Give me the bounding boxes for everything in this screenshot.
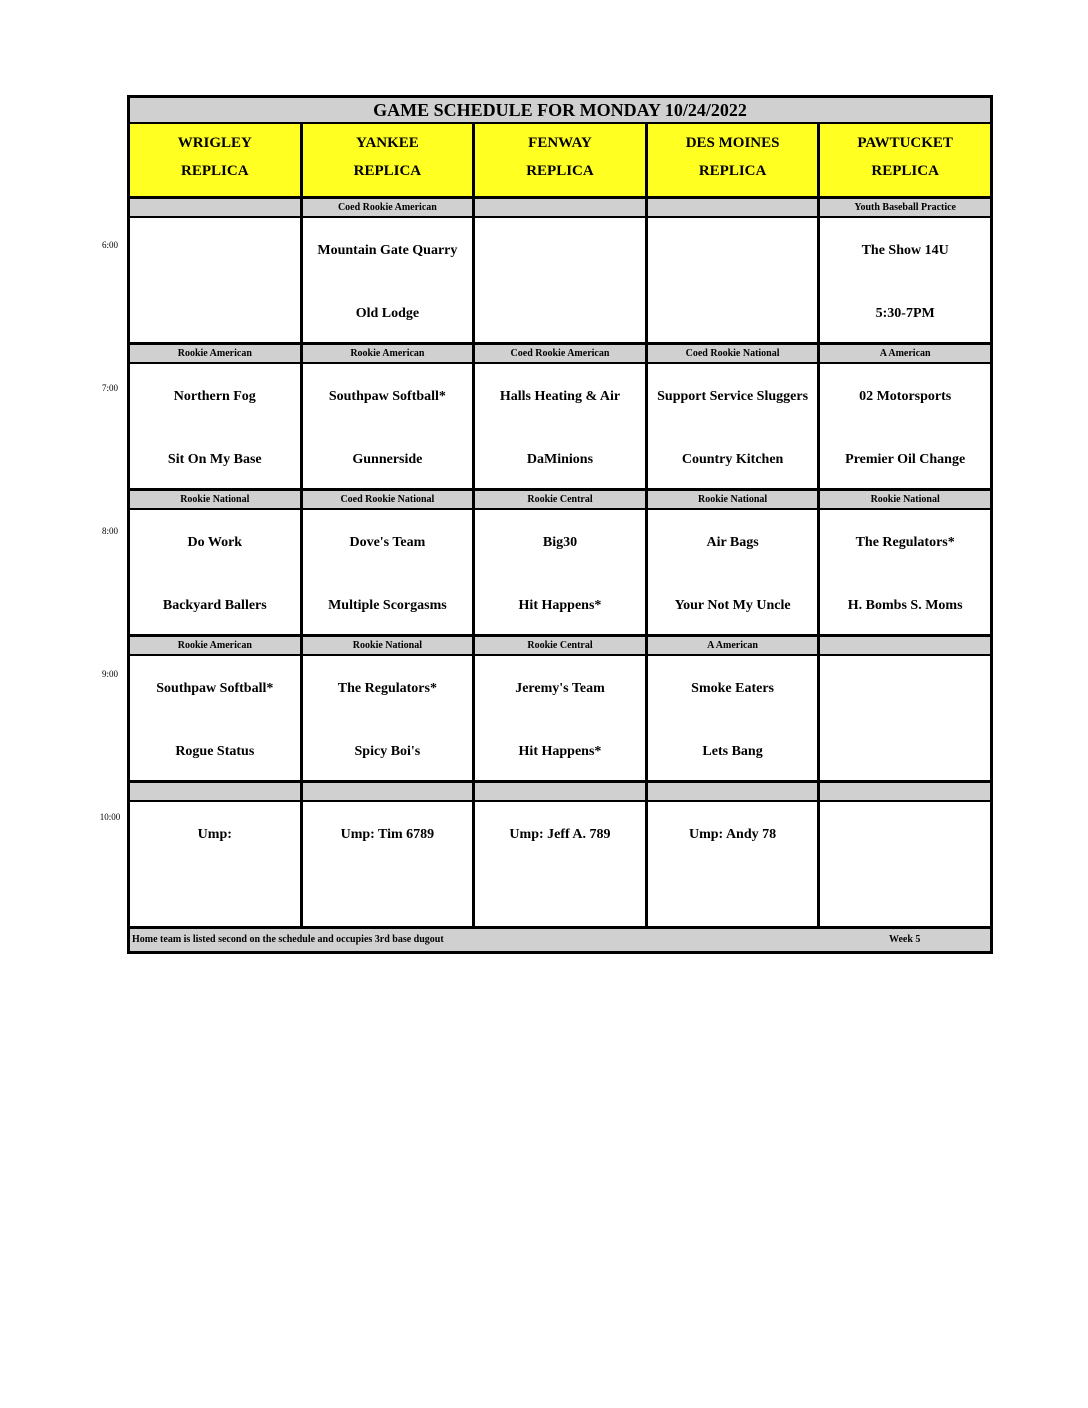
home-team: H. Bombs S. Moms: [847, 598, 963, 613]
umpire-cell: [648, 802, 821, 926]
away-team: The Show 14U: [861, 243, 949, 258]
home-team: Hit Happens*: [518, 744, 602, 759]
league-label: [130, 199, 303, 216]
league-label: A American: [820, 345, 990, 362]
league-label: Rookie American: [130, 637, 303, 654]
game-cell: [820, 364, 990, 488]
league-label: [130, 783, 303, 800]
away-team: The Regulators*: [337, 681, 437, 696]
away-team: Air Bags: [706, 535, 759, 550]
league-label: Coed Rookie National: [303, 491, 476, 508]
game-cell: [475, 218, 648, 342]
league-row-9: [130, 637, 990, 656]
home-team-note: Home team is listed second on the schedule and occupies 3rd base dugout: [132, 934, 444, 945]
league-label: [303, 783, 476, 800]
venue-type: REPLICA: [526, 163, 594, 179]
umpire-label: Ump: Tim 6789: [340, 827, 435, 842]
league-label: Rookie National: [820, 491, 990, 508]
home-team: Hit Happens*: [518, 598, 602, 613]
league-label: Rookie Central: [475, 491, 648, 508]
schedule-footer: [130, 929, 990, 951]
venue-name: PAWTUCKET: [857, 135, 953, 151]
home-team: Gunnerside: [352, 452, 423, 467]
venue-header-row: [130, 124, 990, 199]
home-team: Premier Oil Change: [845, 452, 966, 467]
venue-type: REPLICA: [698, 163, 767, 179]
league-label: Youth Baseball Practice: [820, 199, 990, 216]
game-cell: [648, 510, 821, 634]
game-cell: [303, 656, 476, 780]
away-team: Southpaw Softball*: [328, 389, 446, 404]
venue-name: DES MOINES: [685, 135, 780, 151]
away-team: Smoke Eaters: [691, 681, 774, 696]
umpire-cell: [130, 802, 303, 926]
venue-yankee: [303, 124, 476, 196]
game-row-9: [130, 656, 990, 783]
home-team: Backyard Ballers: [162, 598, 267, 613]
away-team: Mountain Gate Quarry: [317, 243, 458, 258]
game-row-8: [130, 510, 990, 637]
umpire-row: [130, 802, 990, 929]
venue-fenway: [475, 124, 648, 196]
away-team: Northern Fog: [173, 389, 256, 404]
away-team: Do Work: [187, 535, 243, 550]
home-team: Multiple Scorgasms: [328, 598, 447, 613]
game-cell: [130, 656, 303, 780]
umpire-cell: [820, 802, 990, 926]
league-row-8: [130, 491, 990, 510]
venue-type: REPLICA: [181, 163, 249, 179]
game-row-6: [130, 218, 990, 345]
time-label: 8:00: [101, 526, 118, 536]
league-label: [648, 783, 821, 800]
venue-type: REPLICA: [871, 163, 939, 179]
league-label: A American: [648, 637, 821, 654]
game-cell: [303, 364, 476, 488]
away-team: Southpaw Softball*: [156, 681, 274, 696]
home-team: Sit On My Base: [167, 452, 262, 467]
umpire-cell: [475, 802, 648, 926]
game-cell: [648, 218, 821, 342]
league-label: [475, 783, 648, 800]
game-cell: [130, 218, 303, 342]
league-label: [648, 199, 821, 216]
venue-pawtucket: [820, 124, 990, 196]
game-cell: [648, 656, 821, 780]
umpire-label: Ump: Andy 78: [689, 827, 777, 842]
league-row-7: [130, 345, 990, 364]
game-cell: [475, 364, 648, 488]
away-team: The Regulators*: [855, 535, 955, 550]
game-cell: [475, 656, 648, 780]
home-team: Lets Bang: [702, 744, 763, 759]
league-label: [820, 783, 990, 800]
venue-name: FENWAY: [528, 135, 592, 151]
away-team: Dove's Team: [349, 535, 426, 550]
time-label: 7:00: [101, 383, 118, 393]
time-label: 9:00: [101, 669, 118, 679]
umpire-cell: [303, 802, 476, 926]
away-team: 02 Motorsports: [859, 389, 952, 404]
game-cell: [130, 510, 303, 634]
away-team: Halls Heating & Air: [499, 389, 621, 404]
game-row-7: [130, 364, 990, 491]
home-team: Country Kitchen: [681, 452, 784, 467]
venue-type: REPLICA: [353, 163, 422, 179]
umpire-label: Ump: Jeff A. 789: [509, 827, 611, 842]
home-team: Your Not My Uncle: [674, 598, 791, 613]
schedule-sheet: [127, 95, 993, 954]
league-label: Rookie National: [648, 491, 821, 508]
league-label: [820, 637, 990, 654]
schedule-title: GAME SCHEDULE FOR MONDAY 10/24/2022: [130, 98, 990, 124]
game-cell: [303, 218, 476, 342]
league-label: Rookie American: [130, 345, 303, 362]
week-label: Week 5: [889, 934, 921, 945]
time-label: 6:00: [101, 240, 118, 250]
home-team: Old Lodge: [355, 306, 420, 321]
venue-wrigley: [130, 124, 303, 196]
game-cell: [648, 364, 821, 488]
league-label: Rookie Central: [475, 637, 648, 654]
game-cell: [820, 510, 990, 634]
league-label: Coed Rookie American: [475, 345, 648, 362]
league-label: Rookie National: [303, 637, 476, 654]
away-team: Support Service Sluggers: [657, 389, 809, 404]
venue-name: WRIGLEY: [177, 135, 252, 151]
league-row-10: [130, 783, 990, 802]
away-team: Big30: [542, 535, 578, 550]
league-label: [475, 199, 648, 216]
game-cell: [303, 510, 476, 634]
game-cell: [475, 510, 648, 634]
home-team: Rogue Status: [175, 744, 255, 759]
away-team: Jeremy's Team: [515, 681, 605, 696]
home-team: Spicy Boi's: [354, 744, 421, 759]
venue-des-moines: [648, 124, 821, 196]
league-label: Rookie American: [303, 345, 476, 362]
league-label: Coed Rookie American: [303, 199, 476, 216]
venue-name: YANKEE: [355, 135, 419, 151]
league-label: Rookie National: [130, 491, 303, 508]
home-team: 5:30-7PM: [875, 306, 935, 321]
league-row-6: [130, 199, 990, 218]
umpire-label: Ump:: [197, 827, 232, 842]
game-cell: [820, 218, 990, 342]
game-cell: [130, 364, 303, 488]
home-team: DaMinions: [526, 452, 594, 467]
league-label: Coed Rookie National: [648, 345, 821, 362]
time-label: 10:00: [99, 812, 121, 822]
game-cell: [820, 656, 990, 780]
